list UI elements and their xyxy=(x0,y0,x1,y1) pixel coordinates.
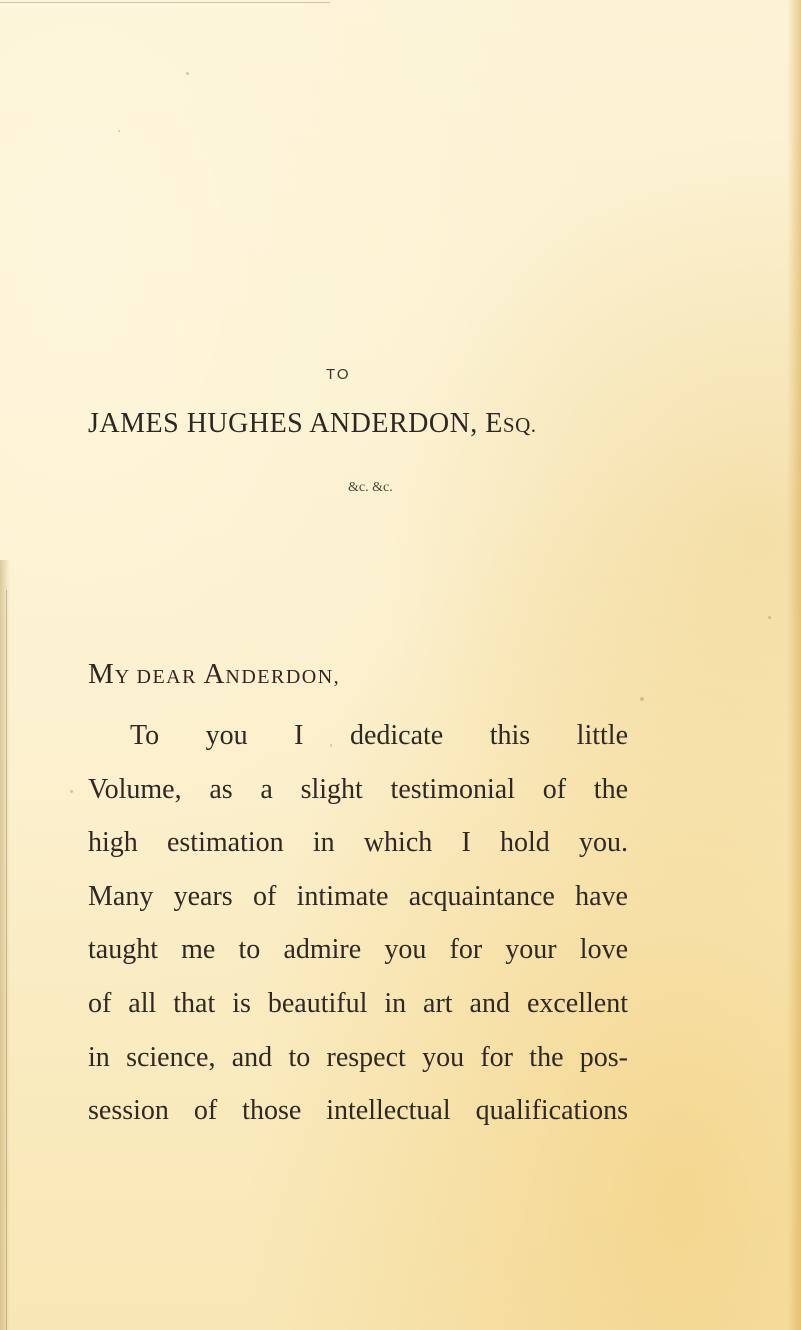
recipient-name: JAMES HUGHES ANDERDON, E xyxy=(88,408,503,439)
salutation-my-cap: M xyxy=(88,658,115,690)
paper-speck xyxy=(768,616,771,619)
body-line-3: high estimation in which I hold you. xyxy=(88,827,628,858)
body-line-6: of all that is beautiful in art and excellent xyxy=(88,988,628,1019)
salutation xyxy=(88,658,340,691)
salutation-name-cap: A xyxy=(203,658,226,690)
body-line-7: in science, and to respect you for the pos- xyxy=(88,1042,628,1073)
paper-speck xyxy=(70,790,73,793)
paper-speck xyxy=(118,130,120,132)
body-line-2: Volume, as a slight testimonial of the xyxy=(88,774,628,805)
body-line-4: Many years of intimate acquaintance have xyxy=(88,881,628,912)
paper-speck xyxy=(640,697,644,701)
body-line-8: session of those intellectual qualifications xyxy=(88,1095,628,1126)
page-fold-line xyxy=(6,590,7,1330)
page-edge-stain xyxy=(787,0,801,1330)
dedication-etc: &c. &c. xyxy=(348,480,393,495)
salutation-name-rest: NDERDON, xyxy=(225,666,341,688)
page-top-edge xyxy=(0,2,330,3)
body-line-1: To you I dedicate this little xyxy=(130,720,628,751)
paper-speck xyxy=(186,72,189,75)
dedication-to: TO xyxy=(326,366,351,383)
dedication-recipient xyxy=(88,408,537,440)
recipient-esq-small-caps: SQ. xyxy=(502,413,537,437)
salutation-my-rest: Y DEAR xyxy=(114,666,204,688)
page-gutter-shadow xyxy=(0,560,10,1330)
body-line-5: taught me to admire you for your love xyxy=(88,934,628,965)
